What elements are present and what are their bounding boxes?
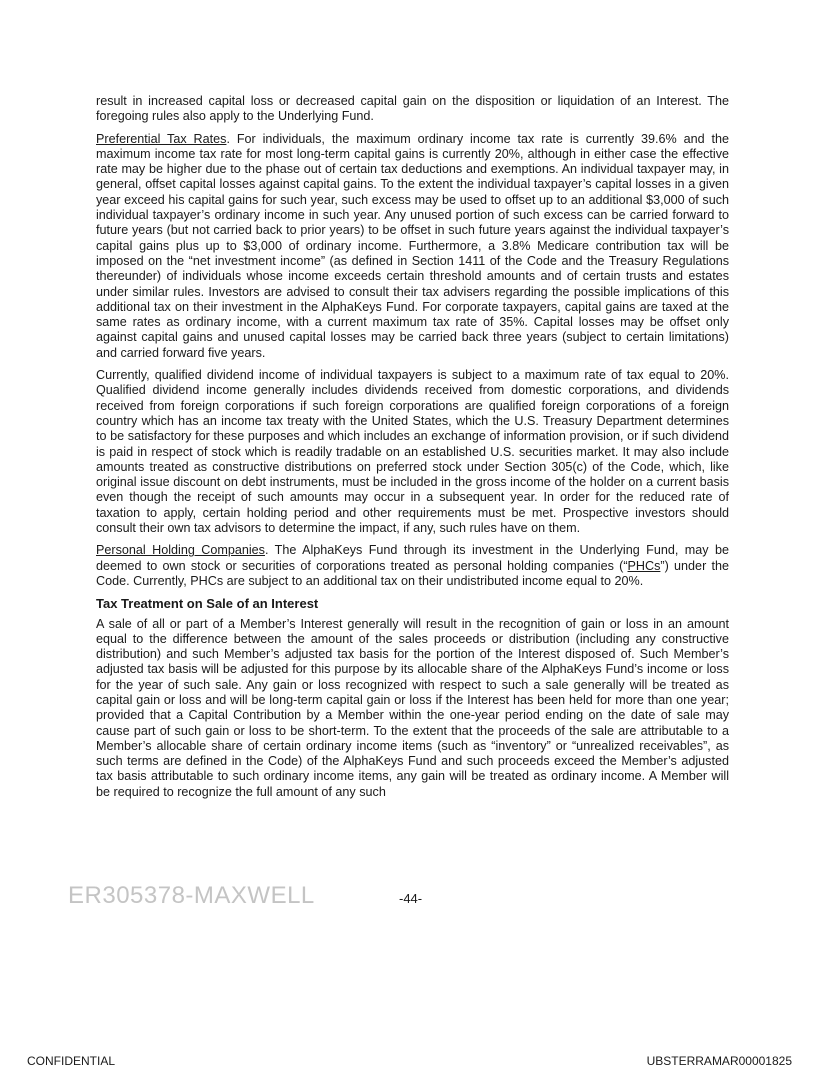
paragraph-personal-holding-companies	[96, 543, 729, 589]
page-number: -44-	[399, 891, 423, 906]
document-body	[96, 94, 729, 807]
paragraph-qualified-dividends: Currently, qualified dividend income of individual taxpayers is subject to a maximum rate of tax equal to 20%. Qualified dividend income generally includes dividends received from domestic corporations, and dividends received from foreign corporations if such foreign corporations are qualified foreign corporations of a foreign country which has an income tax treaty with the United States, which the U.S. Treasury Department determines to be satisfactory for these purposes and which includes an exchange of information provision, or if such dividend is paid in respect of stock which is readily tradable on an established U.S. securities market. It may also include amounts treated as constructive distributions on preferred stock under Section 305(c) of the Code, which, like original issue discount on debt instruments, must be included in the gross income of the holder on a current basis even though the receipt of such amounts may occur in a subsequent year. In order for the reduced rate of taxation to apply, certain holding period and other requirements must be met. Prospective investors should consult their own tax advisors to determine the impact, if any, such rules have on them.	[96, 368, 729, 536]
phcs-defined-term: PHCs	[627, 558, 661, 573]
bates-watermark: ER305378-MAXWELL	[68, 882, 315, 909]
paragraph-capital-loss-continuation: result in increased capital loss or decreased capital gain on the disposition or liquidation of an Interest. The foregoing rules also apply to the Underlying Fund.	[96, 94, 729, 124]
preferential-tax-rates-body: . For individuals, the maximum ordinary income tax rate is currently 39.6% and the maximum income tax rate for most long-term capital gains is currently 20%, although in either case the effective rate may be higher due to the phase out of certain tax deductions and exemptions. An individual taxpayer may, in general, offset capital losses against capital gains. To the extent the individual taxpayer’s capital losses in a given year exceed his capital gains for such year, such excess may be used to offset up to an additional $3,000 of such individual taxpayer’s ordinary income in such year. Any unused portion of such excess can be carried forward to future years (but not carried back to prior years) to be offset in such future years against the individual taxpayer’s capital gains plus up to $3,000 of ordinary income. Furthermore, a 3.8% Medicare contribution tax will be imposed on the “net investment income” (as defined in Section 1411 of the Code and the Treasury Regulations thereunder) of individuals whose income exceeds certain threshold amounts and of certain trusts and estates under similar rules. Investors are advised to consult their tax advisers regarding the possible implications of this additional tax on their investment in the AlphaKeys Fund. For corporate taxpayers, capital gains are taxed at the same rates as ordinary income, with a current maximum tax rate of 35%. Capital losses may be offset only against capital gains and unused capital losses may be carried back three years (subject to certain limitations) and carried forward five years.	[96, 131, 729, 360]
personal-holding-companies-body-b: ”) under the Code. Currently, PHCs are subject to an additional tax on their undistributed income equal to 20%.	[96, 558, 730, 588]
paragraph-preferential-tax-rates	[96, 132, 729, 361]
preferential-tax-rates-lead: Preferential Tax Rates	[96, 131, 227, 146]
control-number: UBSTERRAMAR00001825	[646, 1054, 792, 1068]
confidential-label: CONFIDENTIAL	[27, 1054, 116, 1068]
paragraph-sale-of-interest: A sale of all or part of a Member’s Interest generally will result in the recognition of gain or loss in an amount equal to the difference between the amount of the sales proceeds or distribution (including any constructive distribution) and such Member’s adjusted tax basis for the portion of the Interest disposed of. Such Member’s adjusted tax basis will be adjusted for this purpose by its allocable share of the AlphaKeys Fund’s income or loss for the year of such sale. Any gain or loss recognized with respect to such a sale generally will be treated as capital gain or loss and will be long-term capital gain or loss if the Interest has been held for more than one year; provided that a Capital Contribution by a Member within the one-year period ending on the date of sale may cause part of such gain or loss to be short-term. To the extent that the proceeds of the sale are attributable to a Member’s allocable share of certain ordinary income items (such as “inventory” or “unrealized receivables”, as such terms are defined in the Code) of the AlphaKeys Fund and such proceeds exceed the Member’s adjusted tax basis attributable to such ordinary income items, any gain will be treated as ordinary income. A Member will be required to recognize the full amount of any such	[96, 616, 729, 799]
personal-holding-companies-lead: Personal Holding Companies	[96, 543, 265, 558]
personal-holding-companies-body-a: . The AlphaKeys Fund through its investment in the Underlying Fund, may be deemed to own stock or securities of corporations treated as personal holding companies (“	[96, 543, 729, 573]
section-heading-sale-of-interest: Tax Treatment on Sale of an Interest	[96, 596, 319, 612]
